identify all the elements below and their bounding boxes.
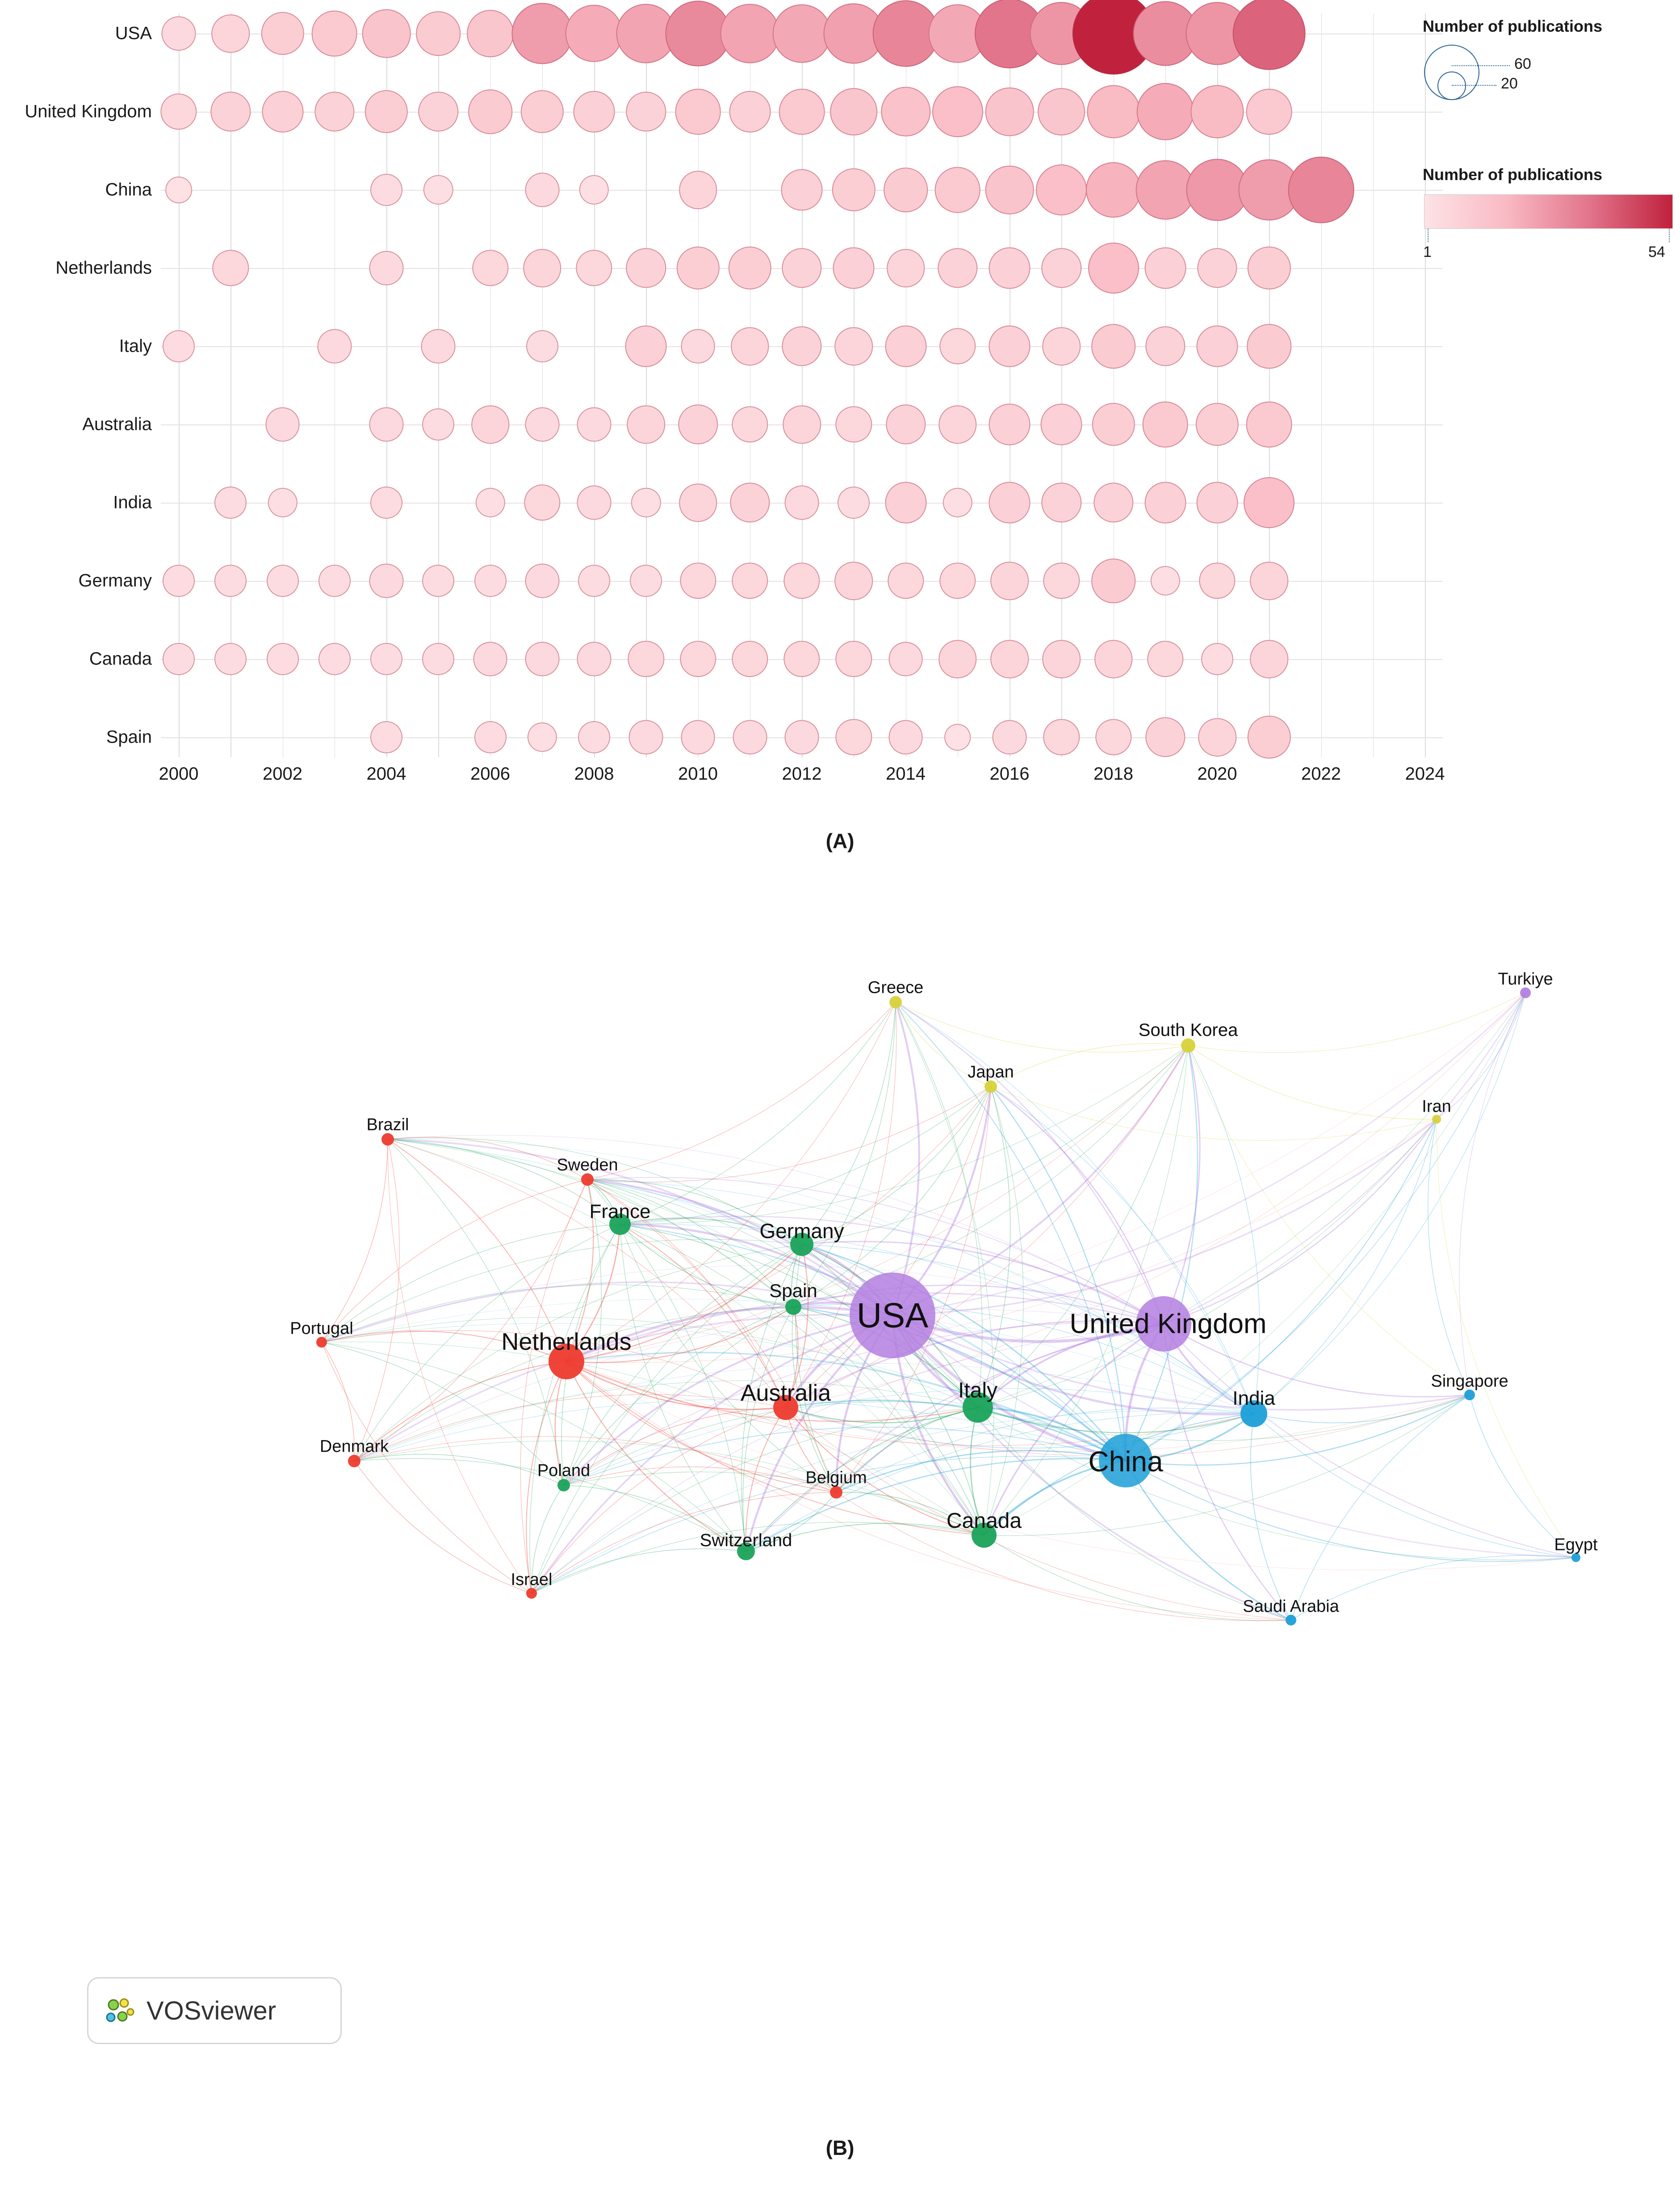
x-axis-label: 2022: [1301, 764, 1341, 784]
bubble-point: [832, 168, 875, 211]
network-node[interactable]: [1464, 1390, 1475, 1400]
bubble-point: [732, 406, 768, 442]
bubble-point: [733, 720, 767, 755]
bubble-point: [884, 168, 928, 212]
x-axis-label: 2006: [470, 764, 510, 784]
network-node-label: Singapore: [1431, 1372, 1508, 1391]
bubble-point: [211, 92, 251, 131]
bubble-point: [732, 563, 768, 599]
bubble-point: [262, 91, 303, 133]
bubble-point: [422, 565, 454, 597]
size-legend-tick-large: [1452, 65, 1510, 66]
bubble-point: [214, 565, 247, 597]
bubble-point: [511, 3, 573, 64]
bubble-point: [625, 326, 667, 367]
bubble-point: [265, 407, 300, 442]
bubble-point: [1042, 483, 1081, 522]
bubble-point: [1087, 85, 1140, 138]
network-node-label: Japan: [968, 1063, 1014, 1082]
bubble-point: [577, 486, 612, 520]
bubble-point: [370, 174, 402, 206]
bubble-point: [579, 175, 609, 205]
bubble-point: [211, 14, 250, 53]
vosviewer-badge[interactable]: [87, 1977, 342, 2044]
bubble-point: [362, 9, 411, 58]
bubble-point: [1144, 482, 1186, 524]
bubble-point: [473, 642, 507, 676]
bubble-point: [1094, 640, 1133, 678]
bubble-point: [1091, 324, 1136, 369]
bubble-point: [675, 89, 721, 135]
y-axis-label: United Kingdom: [25, 101, 152, 122]
bubble-point: [528, 722, 557, 752]
panel-a-bubble-chart: [0, 0, 1680, 853]
bubble-point: [267, 643, 299, 675]
network-node-label: Egypt: [1554, 1535, 1598, 1554]
bubble-point: [989, 404, 1031, 445]
bubble-point: [731, 327, 769, 365]
x-axis-label: 2004: [366, 764, 406, 784]
bubble-point: [526, 330, 558, 362]
bubble-point: [525, 407, 559, 442]
bubble-point: [834, 562, 873, 600]
bubble-point: [314, 92, 354, 131]
network-node-label: Brazil: [366, 1115, 409, 1134]
bubble-point: [1043, 719, 1080, 755]
bubble-point: [1201, 643, 1233, 675]
bubble-point: [628, 641, 664, 677]
bubble-point: [1137, 83, 1194, 140]
bubble-point: [1088, 243, 1139, 294]
y-axis-label: Italy: [119, 336, 152, 356]
gridline-vertical: [1425, 13, 1426, 757]
bubble-point: [261, 12, 304, 55]
bubble-point: [1041, 404, 1082, 445]
bubble-point: [419, 92, 458, 131]
bubble-point: [1144, 248, 1186, 289]
bubble-point: [521, 90, 564, 133]
bubble-point: [943, 488, 972, 517]
bubble-point: [881, 87, 930, 136]
panel-b-caption: (B): [825, 2136, 855, 2159]
bubble-point: [1145, 326, 1185, 366]
bubble-point: [782, 248, 821, 288]
bubble-point: [993, 720, 1027, 755]
bubble-point: [732, 641, 768, 677]
bubble-point: [720, 4, 779, 63]
network-node[interactable]: [316, 1337, 327, 1348]
network-node[interactable]: [830, 1486, 842, 1499]
network-node-label: Saudi Arabia: [1243, 1597, 1339, 1616]
network-node-label: Greece: [867, 978, 924, 997]
bubble-point: [525, 642, 559, 676]
bubble-point: [938, 405, 977, 444]
bubble-point: [888, 720, 923, 755]
bubble-point: [631, 488, 661, 517]
vosviewer-logo-icon: [104, 1994, 137, 2027]
size-legend-title: Number of publications: [1423, 17, 1603, 35]
network-node[interactable]: [581, 1173, 594, 1186]
bubble-point: [474, 721, 507, 753]
network-node-label: Poland: [537, 1461, 591, 1480]
bubble-point: [369, 564, 404, 598]
network-node[interactable]: [526, 1588, 537, 1599]
network-node[interactable]: [1181, 1038, 1195, 1053]
bubble-point: [1043, 563, 1080, 599]
bubble-point: [1244, 477, 1295, 528]
bubble-point: [163, 330, 195, 362]
bubble-point: [163, 565, 195, 597]
bubble-point: [1248, 247, 1290, 290]
bubble-point: [680, 563, 716, 599]
bubble-point: [472, 250, 508, 286]
bubble-point: [1091, 559, 1136, 603]
color-legend-max-value: 54: [1648, 244, 1665, 260]
bubble-point: [163, 643, 195, 675]
y-axis-label: Spain: [106, 727, 152, 747]
bubble-point: [369, 407, 404, 442]
bubble-point: [785, 720, 819, 755]
bubble-point: [989, 248, 1031, 289]
bubble-point: [626, 92, 666, 131]
network-node-label: Switzerland: [700, 1530, 792, 1550]
bubble-point: [990, 640, 1029, 678]
bubble-point: [165, 176, 192, 203]
x-axis-label: 2016: [989, 764, 1030, 784]
y-axis-label: India: [113, 492, 152, 512]
bubble-point: [989, 326, 1031, 367]
bubble-point: [1038, 88, 1085, 135]
bubble-point: [525, 564, 559, 598]
network-node-label: South Korea: [1138, 1020, 1238, 1040]
bubble-point: [318, 565, 351, 597]
bubble-point: [369, 251, 404, 286]
bubble-point: [1246, 402, 1292, 448]
bubble-point: [370, 487, 402, 519]
y-axis-label: China: [105, 180, 152, 200]
bubble-point: [1288, 157, 1354, 223]
x-axis-label: 2012: [782, 764, 822, 784]
bubble-point: [267, 565, 299, 597]
y-axis-label: USA: [115, 23, 152, 43]
y-axis-label: Australia: [82, 414, 152, 434]
x-axis-label: 2018: [1093, 764, 1133, 784]
bubble-point: [311, 11, 357, 57]
bubble-point: [783, 641, 820, 677]
bubble-point: [524, 484, 560, 521]
bubble-point: [836, 406, 872, 442]
network-node-label: Belgium: [805, 1468, 867, 1487]
bubble-point: [885, 326, 926, 367]
bubble-point: [989, 482, 1031, 524]
bubble-point: [1250, 562, 1288, 600]
color-legend-min-value: 1: [1423, 244, 1432, 260]
bubble-point: [577, 407, 612, 442]
network-node-label: China: [1088, 1445, 1163, 1478]
bubble-point: [421, 329, 456, 364]
bubble-point: [162, 17, 196, 51]
bubble-point: [467, 10, 514, 57]
bubble-point: [680, 641, 716, 677]
gridline-vertical: [1373, 13, 1374, 757]
bubble-point: [1197, 482, 1238, 524]
network-node-label: Australia: [740, 1380, 831, 1406]
network-node-label: Netherlands: [501, 1328, 632, 1355]
x-axis-label: 2008: [574, 764, 614, 784]
gridline-vertical: [1321, 13, 1322, 757]
bubble-point: [834, 327, 873, 365]
bubble-point: [1246, 89, 1292, 135]
network-node-label: United Kingdom: [1069, 1308, 1267, 1340]
network-node[interactable]: [381, 1133, 394, 1146]
size-legend-value-60: 60: [1514, 55, 1531, 72]
bubble-point: [576, 250, 612, 286]
size-legend-circle-small: [1437, 71, 1466, 100]
bubble-point: [422, 408, 454, 441]
bubble-point: [370, 643, 402, 675]
bubble-point: [676, 247, 719, 290]
network-node-label: Germany: [759, 1219, 844, 1243]
bubble-point: [268, 488, 297, 517]
bubble-point: [1233, 0, 1306, 70]
network-node-label: India: [1232, 1387, 1275, 1409]
network-node-label: Spain: [769, 1280, 817, 1301]
bubble-point: [887, 249, 925, 287]
bubble-point: [1190, 85, 1244, 138]
bubble-point: [985, 88, 1034, 136]
bubble-point: [1145, 717, 1185, 757]
bubble-point: [566, 5, 623, 62]
bubble-point: [830, 88, 877, 135]
x-axis-label: 2000: [159, 764, 199, 784]
bubble-point: [1042, 327, 1081, 365]
bubble-point: [1042, 248, 1081, 288]
bubble-point: [214, 643, 247, 675]
bubble-point: [833, 248, 875, 289]
bubble-point: [213, 250, 249, 286]
bubble-point: [160, 93, 197, 130]
bubble-point: [1093, 483, 1133, 522]
bubble-point: [525, 173, 559, 207]
bubble-point: [886, 404, 926, 444]
color-legend-gradient-bar: [1424, 194, 1673, 229]
bubble-point: [475, 488, 505, 517]
network-node-label: USA: [856, 1295, 929, 1335]
bubble-point: [783, 405, 821, 444]
bubble-point: [468, 89, 513, 134]
network-node-label: Canada: [946, 1509, 1022, 1533]
bubble-point: [729, 247, 771, 290]
bubble-point: [1198, 718, 1236, 756]
network-node[interactable]: [557, 1479, 570, 1491]
bubble-point: [782, 326, 821, 366]
bubble-point: [838, 487, 870, 519]
bubble-point: [836, 719, 872, 755]
network-node[interactable]: [1286, 1615, 1296, 1625]
bubble-point: [1092, 403, 1135, 446]
bubble-point: [214, 487, 247, 519]
bubble-point: [626, 248, 666, 288]
y-axis-label: Germany: [78, 571, 152, 591]
network-node[interactable]: [985, 1080, 997, 1093]
bubble-point: [370, 721, 402, 753]
bubble-point: [1036, 164, 1087, 215]
bubble-point: [990, 562, 1029, 600]
bubble-point: [630, 565, 662, 597]
bubble-plot-area: [0, 0, 1680, 782]
network-node-label: Italy: [958, 1378, 998, 1403]
bubble-point: [578, 565, 610, 597]
bubble-point: [1086, 162, 1141, 218]
bubble-point: [471, 405, 510, 444]
y-axis-label: Netherlands: [55, 258, 152, 278]
color-legend-tick-min: [1428, 229, 1429, 242]
panel-a-caption: (A): [825, 829, 855, 853]
bubble-point: [681, 329, 715, 364]
bubble-point: [1151, 566, 1180, 596]
bubble-point: [627, 405, 665, 444]
panel-b-network-map: [0, 849, 1680, 2188]
x-axis-label: 2014: [886, 764, 926, 784]
bubble-point: [317, 329, 352, 364]
bubble-point: [932, 86, 983, 137]
bubble-point: [1042, 640, 1081, 678]
bubble-point: [679, 483, 717, 522]
bubble-point: [1142, 402, 1188, 448]
bubble-point: [836, 641, 872, 677]
network-node[interactable]: [889, 996, 902, 1008]
bubble-point: [729, 91, 771, 133]
bubble-point: [1248, 716, 1290, 759]
bubble-point: [779, 89, 825, 135]
bubble-point: [938, 640, 977, 678]
x-axis-label: 2002: [263, 764, 302, 784]
network-node-label: Portugal: [290, 1319, 353, 1338]
bubble-point: [365, 90, 408, 133]
bubble-point: [1196, 403, 1239, 446]
y-axis-label: Canada: [89, 649, 152, 669]
bubble-point: [474, 565, 507, 597]
bubble-point: [939, 563, 976, 599]
bubble-point: [574, 91, 615, 133]
network-nodes-layer: [0, 849, 1680, 2113]
bubble-point: [939, 328, 976, 364]
bubble-point: [423, 175, 453, 205]
bubble-point: [773, 4, 831, 63]
bubble-point: [1197, 326, 1238, 367]
network-node-label: France: [589, 1201, 651, 1222]
vosviewer-label: VOSviewer: [147, 1996, 277, 2025]
size-legend-tick-small: [1452, 85, 1496, 86]
bubble-point: [629, 720, 663, 755]
network-node[interactable]: [1520, 987, 1531, 998]
network-node-label: Israel: [511, 1570, 553, 1589]
bubble-point: [730, 483, 770, 522]
bubble-point: [678, 404, 718, 444]
x-axis-label: 2024: [1405, 764, 1445, 784]
bubble-point: [938, 248, 977, 288]
bubble-point: [416, 11, 461, 56]
network-node-label: Iran: [1422, 1097, 1451, 1116]
bubble-point: [523, 249, 561, 287]
bubble-point: [985, 166, 1034, 214]
network-node-label: Denmark: [319, 1437, 389, 1456]
bubble-point: [1247, 324, 1291, 369]
bubble-point: [422, 643, 454, 675]
x-axis-label: 2020: [1197, 764, 1237, 784]
size-legend-value-20: 20: [1501, 75, 1518, 92]
x-axis-label: 2010: [678, 764, 718, 784]
bubble-point: [577, 642, 612, 676]
bubble-point: [944, 724, 971, 751]
bubble-point: [578, 721, 610, 753]
bubble-point: [1197, 248, 1237, 288]
bubble-point: [1250, 640, 1288, 678]
bubble-point: [781, 169, 823, 211]
bubble-point: [1095, 719, 1131, 755]
bubble-point: [681, 720, 715, 755]
network-node[interactable]: [348, 1455, 360, 1467]
bubble-point: [885, 482, 926, 524]
bubble-point: [934, 167, 980, 213]
color-legend-tick-max: [1669, 229, 1670, 242]
bubble-point: [318, 643, 351, 675]
bubble-point: [1147, 641, 1183, 677]
bubble-point: [888, 563, 924, 599]
bubble-point: [785, 486, 819, 520]
bubble-point: [783, 563, 820, 599]
bubble-point: [679, 171, 717, 209]
bubble-point: [888, 642, 923, 676]
color-legend-title: Number of publications: [1423, 165, 1603, 184]
network-node-label: Turkiye: [1498, 970, 1553, 989]
network-node-label: Sweden: [557, 1155, 618, 1175]
bubble-point: [1199, 563, 1235, 599]
